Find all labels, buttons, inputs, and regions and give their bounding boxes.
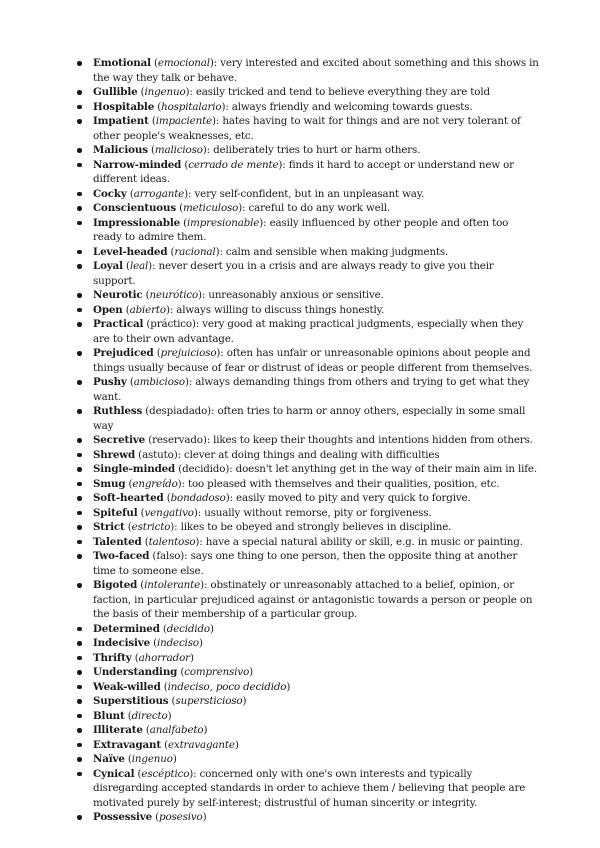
term: Blunt — [93, 709, 125, 722]
translation: meticuloso — [183, 202, 239, 214]
list-item: Pushy (ambicioso): always demanding things from others and trying to get what they want. — [93, 375, 539, 404]
list-item: Bigoted (intolerante): obstinately or unreasonably attached to a belief, opinion, or faction, in particular prejudiced against or antagonistic towards a person or people on the basis of their membership of a particular group. — [93, 578, 539, 622]
translation: hospitalario — [161, 100, 222, 113]
list-item: Cynical (escéptico): concerned only with one's own interests and typically disregarding accepted standards in order to achieve them / believing that people are motivated purely by self-interest; distrustful of human sincerity or integrity. — [93, 767, 539, 811]
bullet-icon — [77, 453, 82, 458]
term: Shrewd — [93, 448, 136, 461]
translation: prejuicioso — [160, 347, 217, 359]
list-item: Malicious (malicioso): deliberately tries to hurt or harm others. — [93, 143, 539, 158]
definition: doesn't let anything get in the way of their main aim in life. — [235, 463, 537, 475]
list-item: Understanding (comprensivo) — [93, 665, 539, 680]
term: Illiterate — [93, 724, 143, 736]
translation: emocional — [157, 57, 210, 69]
translation: comprensivo — [184, 666, 250, 678]
translation: cerrado de mente — [188, 158, 279, 171]
term: Talented — [93, 535, 142, 548]
term: Malicious — [93, 144, 148, 156]
list-item: Blunt (directo) — [93, 709, 539, 724]
term: Pushy — [93, 376, 127, 388]
list-item: Impatient (impaciente): hates having to wait for things and are not very tolerant of other people's weaknesses, etc. — [93, 114, 539, 143]
bullet-icon — [77, 250, 82, 255]
list-item: Illiterate (analfabeto) — [93, 723, 539, 738]
translation: intolerante — [144, 579, 201, 591]
definition: usually without remorse, pity or forgiveness. — [204, 506, 432, 519]
term: Cynical — [93, 767, 135, 780]
translation: leal — [129, 260, 149, 272]
bullet-icon — [77, 264, 82, 269]
bullet-icon — [77, 627, 82, 632]
translation: racional — [174, 245, 216, 258]
list-item: Extravagant (extravagante) — [93, 738, 539, 753]
definition: always willing to discuss things honestly. — [176, 303, 385, 316]
list-item: Gullible (ingenuo): easily tricked and tend to believe everything they are told — [93, 85, 539, 100]
term: Soft-hearted — [93, 492, 164, 504]
translation: indeciso — [156, 637, 199, 649]
translation: arrogante — [133, 187, 185, 200]
translation: práctico — [150, 318, 192, 330]
definition: obstinately or unreasonably attached to a belief, opinion, or faction, in particular prejudiced against or antagonistic towards a person or people on the basis of their membership of a particular group. — [93, 579, 533, 620]
definition: clever at doing things and dealing with difficulties — [184, 448, 440, 461]
list-item: Practical (práctico): very good at making practical judgments, especially when they are to their own advantage. — [93, 317, 539, 346]
bullet-icon — [77, 757, 82, 762]
translation: ingenuo — [131, 753, 173, 765]
list-item: Soft-hearted (bondadoso): easily moved to pity and very quick to forgive. — [93, 491, 539, 506]
term: Bigoted — [93, 579, 138, 591]
term: Extravagant — [93, 738, 161, 751]
term: Impressionable — [93, 216, 180, 229]
bullet-icon — [77, 656, 82, 661]
definition: always friendly and welcoming towards guests. — [231, 100, 473, 113]
term: Superstitious — [93, 695, 169, 707]
bullet-icon — [77, 482, 82, 487]
bullet-icon — [77, 148, 82, 153]
list-item: Secretive (reservado): likes to keep their thoughts and intentions hidden from others. — [93, 433, 539, 448]
list-item: Spiteful (vengativo): usually without remorse, pity or forgiveness. — [93, 506, 539, 521]
translation: vengativo — [144, 506, 194, 519]
term: Gullible — [93, 86, 138, 98]
translation: talentoso — [148, 535, 196, 548]
definition: very interested and excited about something and this shows in the way they talk or behave. — [93, 57, 539, 84]
bullet-icon — [77, 554, 82, 559]
definition: calm and sensible when making judgments. — [225, 245, 449, 258]
translation: posesivo — [159, 811, 203, 823]
bullet-icon — [77, 322, 82, 327]
vocabulary-list — [93, 56, 539, 825]
term: Indecisive — [93, 637, 150, 649]
translation: engreído — [132, 477, 178, 490]
bullet-icon — [77, 61, 82, 66]
bullet-icon — [77, 743, 82, 748]
list-item: Determined (decidido) — [93, 622, 539, 637]
bullet-icon — [77, 90, 82, 95]
translation: ingenuo — [144, 86, 186, 98]
bullet-icon — [77, 496, 82, 501]
translation: malicioso — [154, 144, 203, 156]
definition: unreasonably anxious or sensitive. — [208, 289, 384, 301]
translation: impresionable — [186, 216, 260, 229]
translation: reservado — [152, 434, 203, 446]
list-item: Emotional (emocional): very interested and excited about something and this shows in the way they talk or behave. — [93, 56, 539, 85]
translation: falso — [156, 550, 181, 562]
list-item: Ruthless (despiadado): often tries to harm or annoy others, especially in some small way — [93, 404, 539, 433]
translation: analfabeto — [149, 724, 204, 736]
definition: concerned only with one's own interests and typically disregarding accepted standards in order to achieve them / believing that people are motivated purely by self-interest; distrustful of human sincerity or integrity. — [93, 767, 526, 809]
bullet-icon — [77, 221, 82, 226]
list-item: Conscientuous (meticuloso): careful to do any work well. — [93, 201, 539, 216]
translation: neurótico — [149, 289, 199, 301]
translation: despiadado — [149, 405, 208, 417]
list-item: Impressionable (impresionable): easily influenced by other people and often too ready to admire them. — [93, 216, 539, 245]
translation: directo — [131, 709, 168, 722]
translation: escéptico — [141, 767, 190, 780]
term: Spiteful — [93, 506, 138, 519]
bullet-icon — [77, 670, 82, 675]
term: Loyal — [93, 260, 123, 272]
list-item: Thrifty (ahorrador) — [93, 651, 539, 666]
term: Smug — [93, 477, 126, 490]
term: Secretive — [93, 434, 146, 446]
definition: likes to keep their thoughts and intentions hidden from others. — [213, 434, 533, 446]
list-item: Indecisive (indeciso) — [93, 636, 539, 651]
translation: abierto — [129, 303, 166, 316]
term: Thrifty — [93, 651, 132, 664]
list-item: Loyal (leal): never desert you in a crisis and are always ready to give you their support. — [93, 259, 539, 288]
term: Prejudiced — [93, 347, 154, 359]
definition: likes to be obeyed and strongly believes in discipline. — [180, 521, 452, 533]
bullet-icon — [77, 438, 82, 443]
term: Strict — [93, 521, 125, 533]
translation: decidido — [166, 622, 210, 635]
list-item: Weak-willed (indeciso, poco decidido) — [93, 680, 539, 695]
definition: very self-confident, but in an unpleasant way. — [194, 187, 425, 200]
bullet-icon — [77, 685, 82, 690]
definition: careful to do any work well. — [248, 202, 390, 214]
term: Ruthless — [93, 405, 143, 417]
bullet-icon — [77, 293, 82, 298]
list-item: Cocky (arrogante): very self-confident, but in an unpleasant way. — [93, 187, 539, 202]
translation: extravagante — [167, 738, 235, 751]
term: Hospitable — [93, 100, 155, 113]
bullet-icon — [77, 192, 82, 197]
definition: says one thing to one person, then the opposite thing at another time to someone else. — [93, 550, 518, 577]
list-item: Prejudiced (prejuicioso): often has unfair or unreasonable opinions about people and things usually because of fear or distrust of ideas or people different from themselves. — [93, 346, 539, 375]
translation: decidido — [182, 463, 226, 475]
definition: often tries to harm or annoy others, especially in some small way — [93, 405, 526, 432]
bullet-icon — [77, 728, 82, 733]
term: Weak-willed — [93, 680, 161, 693]
bullet-icon — [77, 119, 82, 124]
bullet-icon — [77, 525, 82, 530]
bullet-icon — [77, 105, 82, 110]
definition: have a special natural ability or skill, e.g. in music or painting. — [205, 535, 523, 548]
bullet-icon — [77, 583, 82, 588]
list-item: Shrewd (astuto): clever at doing things and dealing with difficulties — [93, 448, 539, 463]
translation: indeciso, poco decidido — [167, 680, 287, 693]
term: Open — [93, 303, 123, 316]
definition: deliberately tries to hurt or harm others. — [213, 144, 421, 156]
definition: very good at making practical judgments, especially when they are to their own advantage. — [93, 318, 524, 345]
term: Understanding — [93, 666, 178, 678]
term: Conscientuous — [93, 202, 177, 214]
list-item: Hospitable (hospitalario): always friendly and welcoming towards guests. — [93, 100, 539, 115]
bullet-icon — [77, 511, 82, 516]
term: Cocky — [93, 187, 127, 200]
bullet-icon — [77, 380, 82, 385]
bullet-icon — [77, 699, 82, 704]
list-item: Two-faced (falso): says one thing to one person, then the opposite thing at another time to someone else. — [93, 549, 539, 578]
bullet-icon — [77, 351, 82, 356]
definition: finds it hard to accept or understand new or different ideas. — [93, 158, 514, 185]
bullet-icon — [77, 409, 82, 414]
list-item: Smug (engreído): too pleased with themselves and their qualities, position, etc. — [93, 477, 539, 492]
list-item: Level-headed (racional): calm and sensible when making judgments. — [93, 245, 539, 260]
bullet-icon — [77, 772, 82, 777]
definition: often has unfair or unreasonable opinions about people and things usually because of fear or distrust of ideas or people different from themselves. — [93, 347, 533, 374]
list-item: Single-minded (decidido): doesn't let anything get in the way of their main aim in life. — [93, 462, 539, 477]
term: Possessive — [93, 811, 153, 823]
translation: ambicioso — [133, 376, 185, 388]
definition: easily moved to pity and very quick to forgive. — [236, 492, 471, 504]
term: Practical — [93, 318, 144, 330]
definition: too pleased with themselves and their qualities, position, etc. — [187, 477, 500, 490]
term: Impatient — [93, 115, 149, 127]
translation: supersticioso — [175, 695, 243, 707]
term: Neurotic — [93, 289, 143, 301]
list-item: Talented (talentoso): have a special natural ability or skill, e.g. in music or painting. — [93, 535, 539, 550]
term: Determined — [93, 622, 160, 635]
term: Single-minded — [93, 463, 176, 475]
term: Level-headed — [93, 245, 168, 258]
definition: always demanding things from others and trying to get what they want. — [93, 376, 530, 403]
translation: bondadoso — [170, 492, 226, 504]
translation: impaciente — [155, 115, 213, 127]
list-item: Strict (estricto): likes to be obeyed and strongly believes in discipline. — [93, 520, 539, 535]
term: Naïve — [93, 753, 125, 765]
bullet-icon — [77, 714, 82, 719]
definition: never desert you in a crisis and are always ready to give you their support. — [93, 260, 494, 287]
bullet-icon — [77, 467, 82, 472]
definition: easily influenced by other people and often too ready to admire them. — [93, 216, 509, 243]
translation: astuto — [142, 448, 174, 461]
bullet-icon — [77, 815, 82, 820]
term: Emotional — [93, 57, 151, 69]
definition: hates having to wait for things and are not very tolerant of other people's weaknesses, etc. — [93, 115, 521, 142]
bullet-icon — [77, 163, 82, 168]
list-item: Narrow-minded (cerrado de mente): finds it hard to accept or understand new or different ideas. — [93, 158, 539, 187]
definition: easily tricked and tend to believe everything they are told — [195, 86, 490, 98]
bullet-icon — [77, 308, 82, 313]
list-item: Possessive (posesivo) — [93, 810, 539, 825]
list-item: Neurotic (neurótico): unreasonably anxious or sensitive. — [93, 288, 539, 303]
bullet-icon — [77, 206, 82, 211]
list-item: Superstitious (supersticioso) — [93, 694, 539, 709]
list-item: Open (abierto): always willing to discuss things honestly. — [93, 303, 539, 318]
bullet-icon — [77, 641, 82, 646]
translation: ahorrador — [138, 651, 190, 664]
translation: estricto — [131, 521, 171, 533]
term: Two-faced — [93, 550, 150, 562]
list-item: Naïve (ingenuo) — [93, 752, 539, 767]
bullet-icon — [77, 540, 82, 545]
term: Narrow-minded — [93, 158, 182, 171]
